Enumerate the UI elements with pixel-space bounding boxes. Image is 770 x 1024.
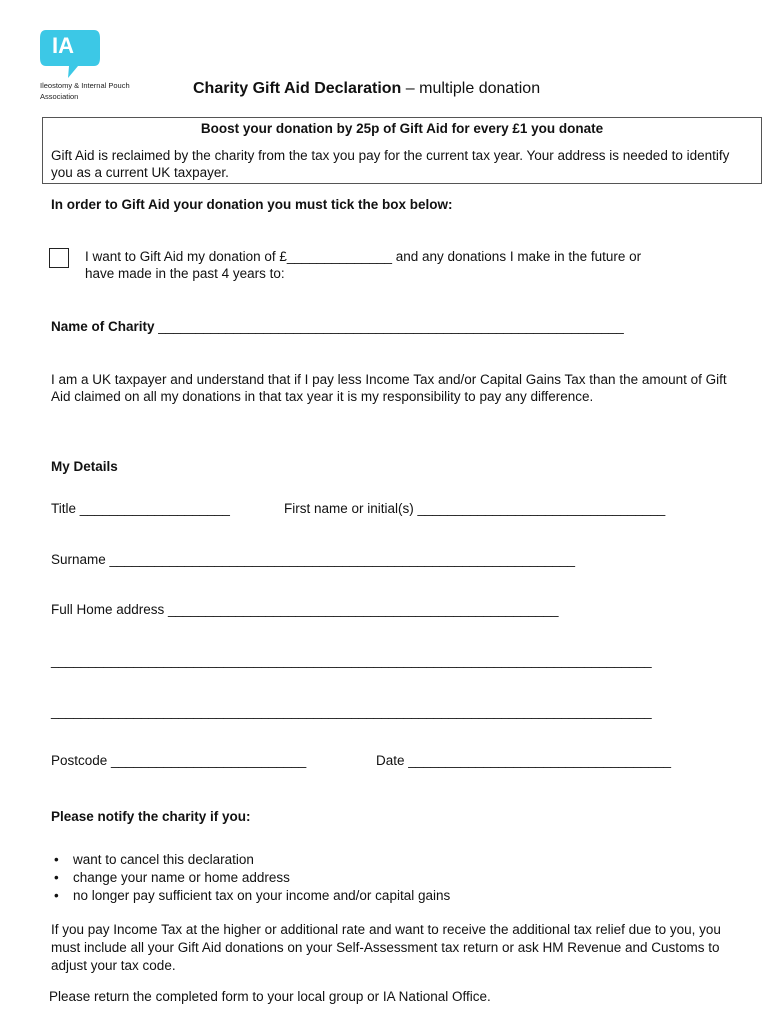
postcode-field[interactable]: Postcode __________________________ bbox=[51, 753, 307, 768]
title-rest: – multiple donation bbox=[401, 80, 541, 97]
logo-text: IA bbox=[52, 33, 74, 58]
org-name-line1: Ileostomy & Internal Pouch bbox=[40, 81, 130, 90]
address-line-3[interactable]: ________________________________________________________________________________ bbox=[51, 704, 652, 719]
tick-instruction: In order to Gift Aid your donation you must tick the box below: bbox=[51, 197, 453, 212]
return-note: Please return the completed form to your local group or IA National Office. bbox=[49, 989, 491, 1004]
declaration-line1[interactable]: I want to Gift Aid my donation of £______________ and any donations I make in the future or bbox=[85, 249, 642, 264]
my-details-heading: My Details bbox=[51, 459, 118, 474]
page-title bbox=[193, 80, 540, 98]
higher-rate-note: If you pay Income Tax at the higher or additional rate and want to receive the additional tax relief due to you, you must include all your Gift Aid donations on your Self-Assessment tax return or ask HM Revenue and Customs to adjust your tax code. bbox=[51, 922, 721, 973]
boost-info-box bbox=[42, 117, 762, 184]
charity-name-label: Name of Charity bbox=[51, 319, 155, 334]
notify-heading: Please notify the charity if you: bbox=[51, 809, 251, 824]
list-item: • change your name or home address bbox=[51, 869, 450, 887]
organisation-name bbox=[40, 80, 160, 102]
notify-list bbox=[51, 851, 450, 905]
gift-aid-checkbox[interactable] bbox=[49, 248, 69, 268]
title-field[interactable]: Title ____________________ bbox=[51, 501, 230, 516]
charity-name-field[interactable] bbox=[51, 318, 624, 335]
list-item: • no longer pay sufficient tax on your income and/or capital gains bbox=[51, 887, 450, 905]
surname-field[interactable]: Surname ______________________________________________________________ bbox=[51, 552, 576, 567]
title-bold: Charity Gift Aid Declaration bbox=[193, 80, 402, 97]
date-field[interactable]: Date ___________________________________ bbox=[376, 753, 672, 768]
boost-text: Gift Aid is reclaimed by the charity from the tax you pay for the current tax year. Your address is needed to identify you as a current UK taxpayer. bbox=[51, 148, 730, 180]
home-address-field[interactable]: Full Home address ____________________________________________________ bbox=[51, 602, 559, 617]
charity-name-line[interactable]: ______________________________________________________________ bbox=[154, 319, 624, 334]
declaration-line2: have made in the past 4 years to: bbox=[85, 266, 285, 281]
taxpayer-statement: I am a UK taxpayer and understand that if I pay less Income Tax and/or Capital Gains Tax than the amount of Gift Aid claimed on all my donations in that tax year it is my responsibility to pay any difference. bbox=[51, 372, 727, 404]
ia-logo bbox=[38, 28, 102, 80]
address-line-2[interactable]: ________________________________________________________________________________ bbox=[51, 653, 652, 668]
org-name-line2: Association bbox=[40, 92, 79, 101]
list-item: • want to cancel this declaration bbox=[51, 851, 450, 869]
first-name-field[interactable]: First name or initial(s) _________________________________ bbox=[284, 501, 666, 516]
boost-heading: Boost your donation by 25p of Gift Aid for every £1 you donate bbox=[200, 121, 604, 136]
